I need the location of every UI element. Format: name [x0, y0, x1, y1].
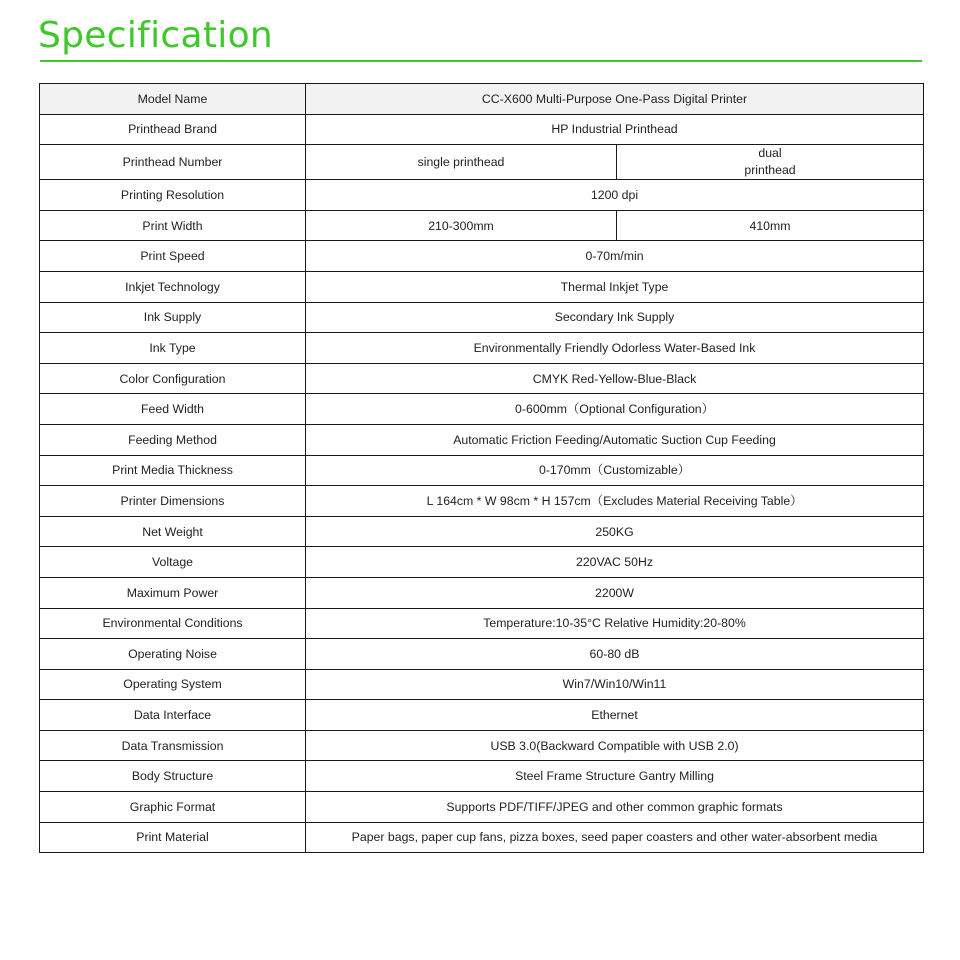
table-row	[40, 241, 924, 272]
spec-label: Operating System	[40, 669, 306, 700]
spec-value-single: 210-300mm	[306, 210, 617, 241]
table-row	[40, 455, 924, 486]
spec-label: Body Structure	[40, 761, 306, 792]
table-row	[40, 271, 924, 302]
spec-label: Printhead Brand	[40, 114, 306, 145]
spec-value: 0-170mm（Customizable）	[306, 455, 924, 486]
spec-value: Supports PDF/TIFF/JPEG and other common graphic formats	[306, 792, 924, 823]
spec-value: USB 3.0(Backward Compatible with USB 2.0)	[306, 730, 924, 761]
table-row	[40, 516, 924, 547]
spec-label: Printing Resolution	[40, 180, 306, 211]
table-row	[40, 394, 924, 425]
spec-label: Color Configuration	[40, 363, 306, 394]
spec-value-single: single printhead	[306, 145, 617, 180]
spec-value: Temperature:10-35°C Relative Humidity:20-80%	[306, 608, 924, 639]
table-row	[40, 669, 924, 700]
table-row	[40, 608, 924, 639]
table-row	[40, 180, 924, 211]
spec-value: CMYK Red-Yellow-Blue-Black	[306, 363, 924, 394]
spec-value: 1200 dpi	[306, 180, 924, 211]
spec-label: Maximum Power	[40, 577, 306, 608]
spec-label: Environmental Conditions	[40, 608, 306, 639]
table-row	[40, 424, 924, 455]
table-row	[40, 547, 924, 578]
spec-label: Net Weight	[40, 516, 306, 547]
spec-value: 0-600mm（Optional Configuration）	[306, 394, 924, 425]
spec-label: Feeding Method	[40, 424, 306, 455]
spec-value-dual: dual printhead	[744, 146, 796, 178]
spec-label: Feed Width	[40, 394, 306, 425]
table-row	[40, 577, 924, 608]
spec-value: 220VAC 50Hz	[306, 547, 924, 578]
spec-label: Operating Noise	[40, 639, 306, 670]
table-row	[40, 639, 924, 670]
table-row	[40, 114, 924, 145]
spec-label: Print Width	[40, 210, 306, 241]
table-row	[40, 210, 924, 241]
spec-value: L 164cm * W 98cm * H 157cm（Excludes Material Receiving Table）	[306, 486, 924, 517]
spec-value-dual: 410mm	[617, 210, 924, 241]
spec-label: Print Speed	[40, 241, 306, 272]
spec-value: Steel Frame Structure Gantry Milling	[306, 761, 924, 792]
spec-value: Environmentally Friendly Odorless Water-Based Ink	[306, 333, 924, 364]
spec-value: 2200W	[306, 577, 924, 608]
page-title: Specification	[38, 15, 274, 56]
spec-label: Voltage	[40, 547, 306, 578]
table-row	[40, 822, 924, 853]
table-row	[40, 486, 924, 517]
spec-label: Ink Supply	[40, 302, 306, 333]
table-row	[40, 761, 924, 792]
spec-value: Win7/Win10/Win11	[306, 669, 924, 700]
spec-value: 250KG	[306, 516, 924, 547]
table-row	[40, 792, 924, 823]
spec-value: Thermal Inkjet Type	[306, 271, 924, 302]
spec-label: Ink Type	[40, 333, 306, 364]
table-row	[40, 730, 924, 761]
spec-value: Automatic Friction Feeding/Automatic Suction Cup Feeding	[306, 424, 924, 455]
spec-value: Secondary Ink Supply	[306, 302, 924, 333]
spec-value: 0-70m/min	[306, 241, 924, 272]
spec-value: CC-X600 Multi-Purpose One-Pass Digital Printer	[306, 84, 924, 115]
table-row	[40, 700, 924, 731]
spec-value: HP Industrial Printhead	[306, 114, 924, 145]
title-divider	[40, 60, 922, 62]
spec-label: Graphic Format	[40, 792, 306, 823]
table-row	[40, 333, 924, 364]
spec-label: Print Media Thickness	[40, 455, 306, 486]
spec-value-dual-cell	[617, 145, 924, 180]
spec-label: Printhead Number	[40, 145, 306, 180]
table-row	[40, 84, 924, 115]
spec-label: Model Name	[40, 84, 306, 115]
spec-label: Print Material	[40, 822, 306, 853]
spec-value: Ethernet	[306, 700, 924, 731]
spec-value: Paper bags, paper cup fans, pizza boxes, seed paper coasters and other water-absorbent media	[306, 822, 924, 853]
spec-value: 60-80 dB	[306, 639, 924, 670]
spec-label: Printer Dimensions	[40, 486, 306, 517]
table-row	[40, 145, 924, 180]
table-row	[40, 363, 924, 394]
spec-label: Inkjet Technology	[40, 271, 306, 302]
spec-label: Data Interface	[40, 700, 306, 731]
table-row	[40, 302, 924, 333]
spec-label: Data Transmission	[40, 730, 306, 761]
specification-table	[39, 83, 924, 853]
